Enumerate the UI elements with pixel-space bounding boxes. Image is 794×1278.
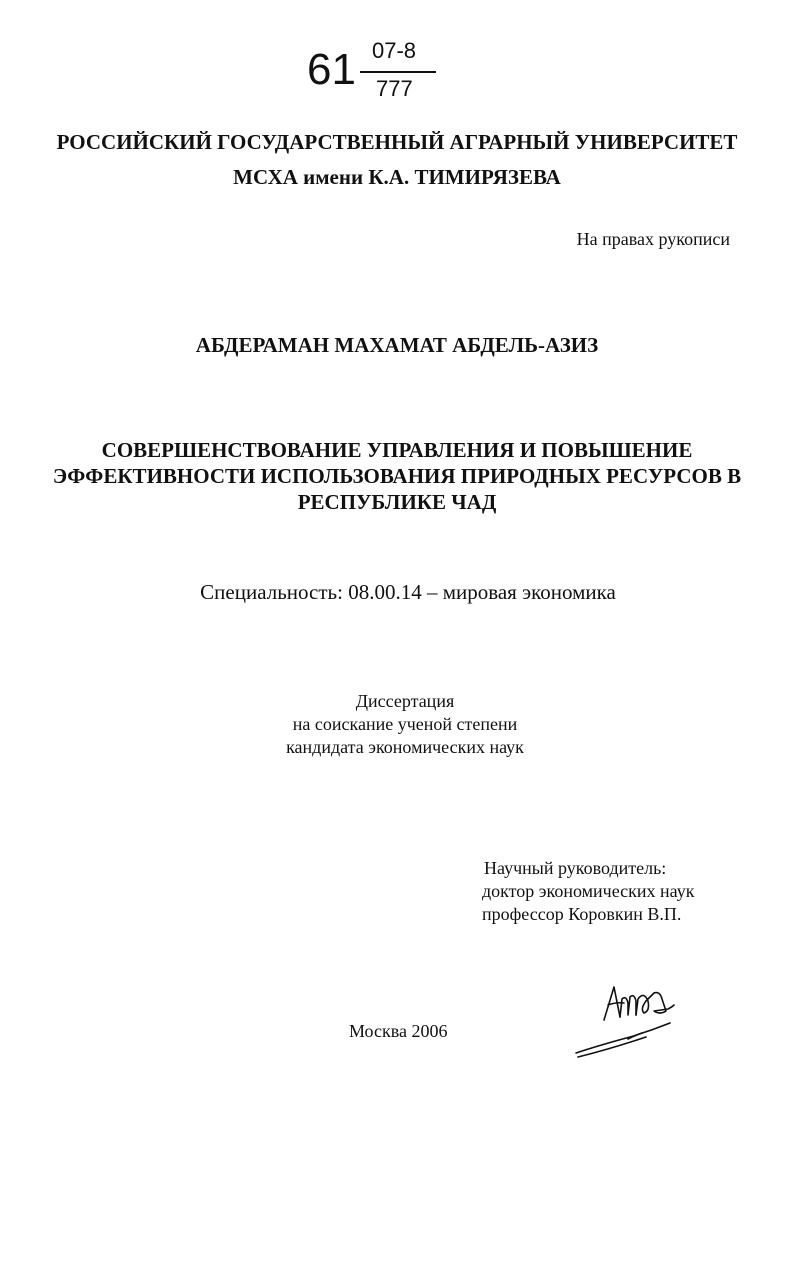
thesis-title-line-2: ЭФФЕКТИВНОСТИ ИСПОЛЬЗОВАНИЯ ПРИРОДНЫХ РЕСУРСОВ В xyxy=(52,464,742,488)
library-code-main: 61 xyxy=(307,45,356,94)
specialty: Специальность: 08.00.14 – мировая экономика xyxy=(200,580,616,604)
dissertation-degree-line: на соискание ученой степени xyxy=(292,714,518,734)
dissertation-label: Диссертация xyxy=(355,691,455,711)
thesis-title-line-1: СОВЕРШЕНСТВОВАНИЕ УПРАВЛЕНИЯ И ПОВЫШЕНИЕ xyxy=(101,438,693,462)
library-code-numerator: 07-8 xyxy=(372,38,417,63)
rights-notice: На правах рукописи xyxy=(576,229,730,249)
university-subname: МСХА имени К.А. ТИМИРЯЗЕВА xyxy=(233,165,561,189)
author-name: АБДЕРАМАН МАХАМАТ АБДЕЛЬ-АЗИЗ xyxy=(195,333,599,357)
signature-graphic xyxy=(570,975,685,1060)
advisor-degree: доктор экономических наук xyxy=(482,881,695,901)
advisor-name: профессор Коровкин В.П. xyxy=(482,904,682,924)
advisor-label: Научный руководитель: xyxy=(484,858,667,878)
dissertation-field-line: кандидата экономических наук xyxy=(286,737,524,757)
university-name: РОССИЙСКИЙ ГОСУДАРСТВЕННЫЙ АГРАРНЫЙ УНИВЕРСИТЕТ xyxy=(56,130,738,154)
library-code-fraction-line xyxy=(360,71,436,73)
advisor-block xyxy=(482,857,694,926)
library-code-denominator: 777 xyxy=(376,76,413,101)
city-year: Москва 2006 xyxy=(349,1021,448,1041)
thesis-title-line-3: РЕСПУБЛИКЕ ЧАД xyxy=(297,490,497,514)
